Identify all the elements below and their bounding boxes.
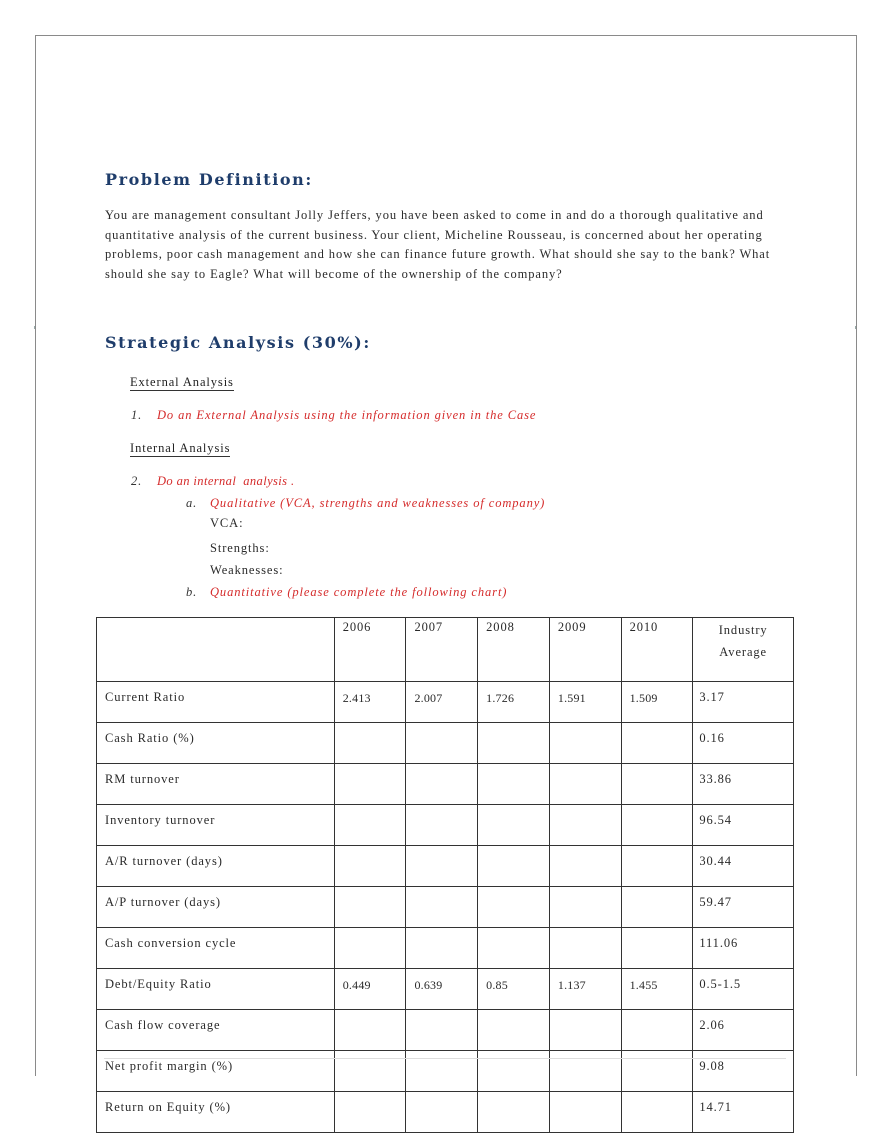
year-value-cell	[549, 1010, 621, 1051]
industry-average-cell: 3.17	[693, 682, 794, 723]
year-value-cell	[549, 805, 621, 846]
year-value-cell: 0.85	[478, 969, 550, 1010]
row-label: Current Ratio	[97, 682, 335, 723]
industry-average-cell: 33.86	[693, 764, 794, 805]
table-row	[97, 1010, 794, 1051]
year-value-cell	[406, 805, 478, 846]
year-value-cell	[334, 723, 406, 764]
year-value-cell	[478, 1051, 550, 1092]
year-value-cell	[621, 887, 693, 928]
table-row	[97, 682, 794, 723]
year-value-cell	[478, 1092, 550, 1133]
problem-paragraph: You are management consultant Jolly Jeffers, you have been asked to come in and do a thorough qualitative and quantitative analysis of the current business. Your client, Micheline Rousseau, is concerned about her operating problems, poor cash management and how she can finance future growth. What should she say to the bank? What should she say to Eagle? What will become of the ownership of the company?	[105, 208, 771, 281]
year-value-cell	[406, 887, 478, 928]
table-row	[97, 846, 794, 887]
industry-average-cell: 111.06	[693, 928, 794, 969]
table-row	[97, 887, 794, 928]
industry-average-cell: 59.47	[693, 887, 794, 928]
industry-average-cell: 0.5-1.5	[693, 969, 794, 1010]
year-value-cell	[621, 928, 693, 969]
internal-analysis-label: Internal Analysis	[130, 441, 231, 455]
year-value-cell	[478, 887, 550, 928]
row-label: A/P turnover (days)	[97, 887, 335, 928]
item-2-text: Do an internal analysis .	[157, 474, 295, 488]
industry-average-cell: 2.06	[693, 1010, 794, 1051]
table-row	[97, 723, 794, 764]
year-value-cell	[478, 805, 550, 846]
year-value-cell	[621, 1051, 693, 1092]
year-value-cell: 1.726	[478, 682, 550, 723]
industry-average-cell: 96.54	[693, 805, 794, 846]
header-blank-cell	[97, 618, 335, 682]
item-2b-text: Quantitative (please complete the following chart)	[210, 585, 508, 599]
row-label: Return on Equity (%)	[97, 1092, 335, 1133]
year-value-cell	[549, 846, 621, 887]
table-row	[97, 764, 794, 805]
ratio-table	[96, 617, 794, 1133]
item-2-number: 2.	[131, 474, 143, 488]
year-value-cell	[334, 846, 406, 887]
table-row	[97, 805, 794, 846]
year-value-cell	[549, 723, 621, 764]
year-value-cell	[549, 928, 621, 969]
year-value-cell	[549, 764, 621, 805]
footer-rule	[104, 1058, 786, 1059]
year-value-cell	[406, 928, 478, 969]
header-year-2008: 2008	[478, 618, 550, 682]
external-analysis-label: External Analysis	[130, 375, 234, 389]
year-value-cell	[334, 887, 406, 928]
industry-average-cell: 14.71	[693, 1092, 794, 1133]
year-value-cell	[549, 1051, 621, 1092]
year-value-cell	[549, 1092, 621, 1133]
row-label: Net profit margin (%)	[97, 1051, 335, 1092]
table-row	[97, 928, 794, 969]
header-industry-average: Industry Average	[693, 618, 794, 682]
header-year-2010: 2010	[621, 618, 693, 682]
ratio-table-body	[97, 682, 794, 1133]
year-value-cell: 2.413	[334, 682, 406, 723]
year-value-cell: 1.591	[549, 682, 621, 723]
row-label: Debt/Equity Ratio	[97, 969, 335, 1010]
year-value-cell	[621, 805, 693, 846]
item-1-text: Do an External Analysis using the information given in the Case	[157, 408, 537, 422]
year-value-cell	[334, 1051, 406, 1092]
row-label: RM turnover	[97, 764, 335, 805]
year-value-cell	[478, 1010, 550, 1051]
year-value-cell	[406, 846, 478, 887]
year-value-cell	[478, 846, 550, 887]
year-value-cell	[406, 1010, 478, 1051]
year-value-cell	[334, 928, 406, 969]
strategic-analysis-heading: Strategic Analysis (30%):	[105, 333, 371, 352]
header-year-2007: 2007	[406, 618, 478, 682]
year-value-cell: 0.449	[334, 969, 406, 1010]
item-2a-letter: a.	[186, 496, 198, 510]
strengths-line: Strengths:	[210, 541, 270, 555]
row-label: Cash flow coverage	[97, 1010, 335, 1051]
year-value-cell	[621, 723, 693, 764]
header-year-2009: 2009	[549, 618, 621, 682]
year-value-cell: 1.137	[549, 969, 621, 1010]
header-year-2006: 2006	[334, 618, 406, 682]
year-value-cell: 0.639	[406, 969, 478, 1010]
year-value-cell: 1.455	[621, 969, 693, 1010]
vca-line: VCA:	[210, 516, 244, 530]
row-label: A/R turnover (days)	[97, 846, 335, 887]
year-value-cell	[478, 764, 550, 805]
year-value-cell	[621, 1092, 693, 1133]
year-value-cell	[621, 1010, 693, 1051]
row-label: Cash conversion cycle	[97, 928, 335, 969]
weaknesses-line: Weaknesses:	[210, 563, 284, 577]
item-2a-text: Qualitative (VCA, strengths and weaknesses of company)	[210, 496, 546, 510]
table-row	[97, 969, 794, 1010]
year-value-cell	[334, 1092, 406, 1133]
table-row	[97, 1092, 794, 1133]
year-value-cell	[478, 723, 550, 764]
year-value-cell	[334, 805, 406, 846]
row-label: Inventory turnover	[97, 805, 335, 846]
table-row	[97, 1051, 794, 1092]
year-value-cell	[478, 928, 550, 969]
year-value-cell	[334, 1010, 406, 1051]
row-label: Cash Ratio (%)	[97, 723, 335, 764]
page-edge-mark-left	[34, 326, 35, 329]
industry-average-cell: 9.08	[693, 1051, 794, 1092]
year-value-cell: 1.509	[621, 682, 693, 723]
item-2b-letter: b.	[186, 585, 198, 599]
year-value-cell	[406, 1051, 478, 1092]
year-value-cell	[549, 887, 621, 928]
year-value-cell	[406, 723, 478, 764]
year-value-cell	[334, 764, 406, 805]
year-value-cell	[621, 764, 693, 805]
year-value-cell	[406, 1092, 478, 1133]
year-value-cell	[621, 846, 693, 887]
year-value-cell	[406, 764, 478, 805]
industry-average-cell: 30.44	[693, 846, 794, 887]
page-edge-mark-right	[855, 326, 856, 329]
item-1-number: 1.	[131, 408, 143, 422]
table-header-row	[97, 618, 794, 682]
problem-definition-heading: Problem Definition:	[105, 170, 313, 189]
industry-average-cell: 0.16	[693, 723, 794, 764]
year-value-cell: 2.007	[406, 682, 478, 723]
